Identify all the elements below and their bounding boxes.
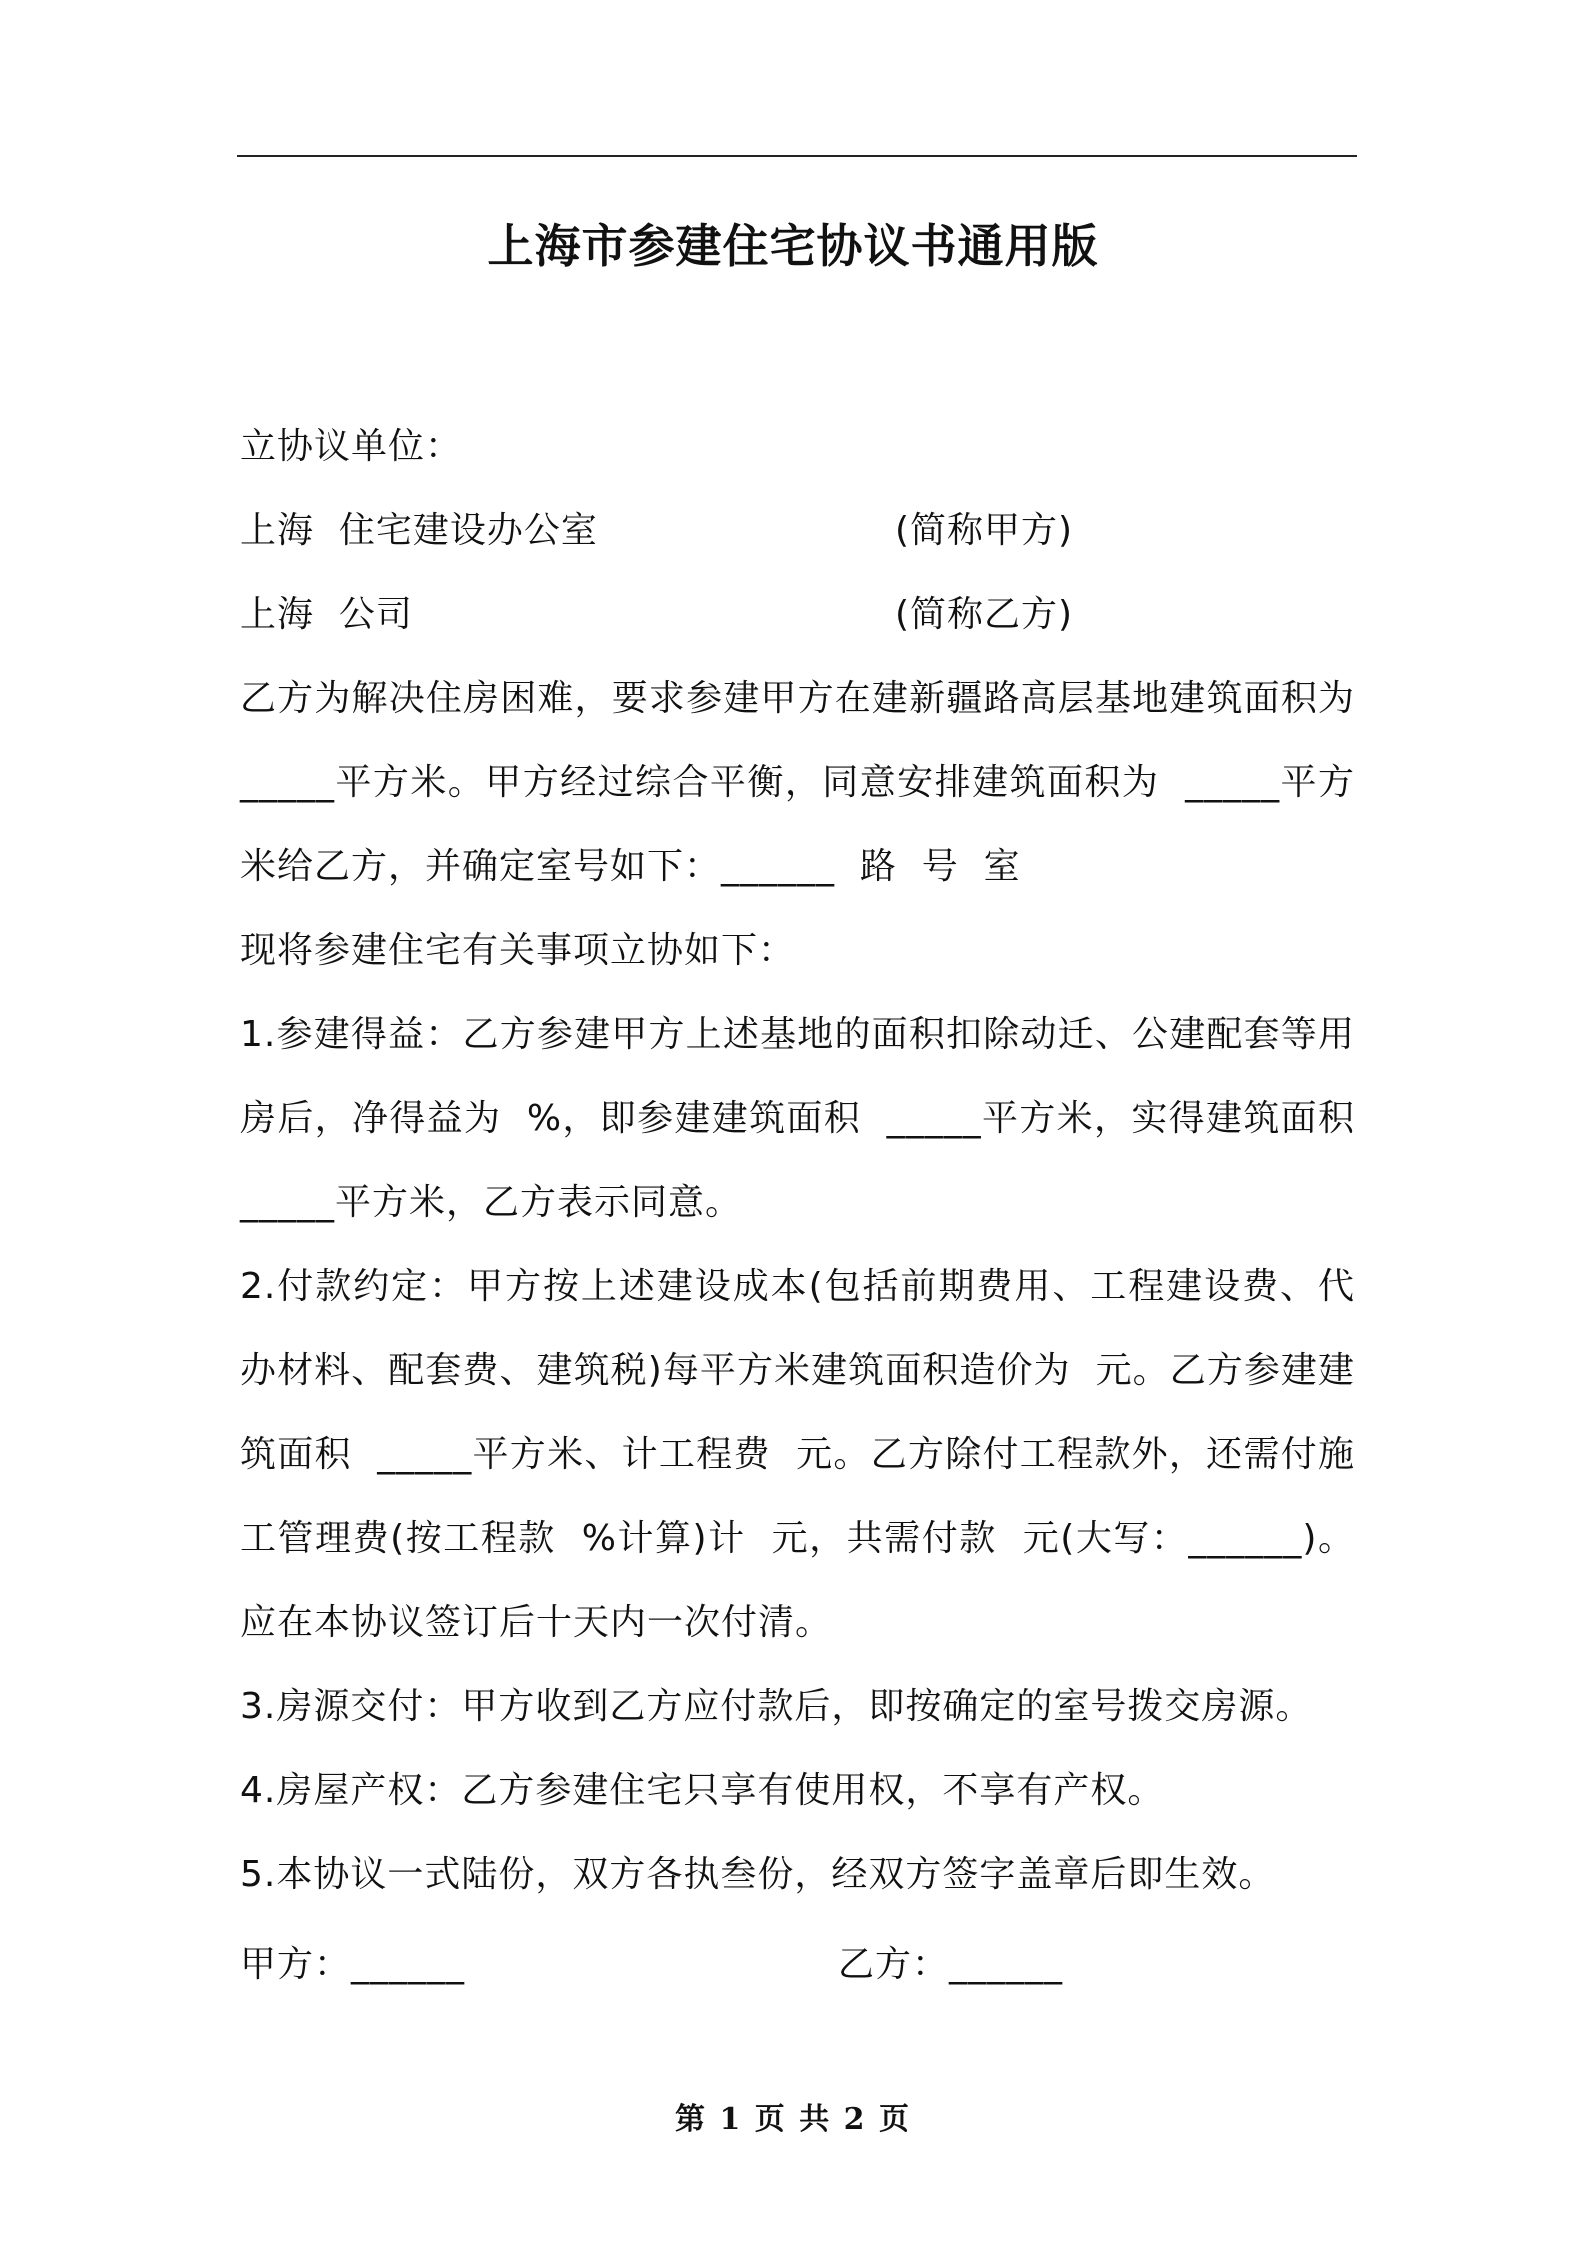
party-a-abbr: (简称甲方) [895,510,1074,551]
clause-2-line: 工管理费(按工程款 %计算)计 元，共需付款 元(大写：______)。 [240,1518,1355,1559]
clause-2-line: 办材料、配套费、建筑税)每平方米建筑面积造价为 元。乙方参建建 [240,1350,1355,1391]
clause-1-line: _____平方米，乙方表示同意。 [240,1182,743,1223]
clause-5: 5.本协议一式陆份，双方各执叁份，经双方签字盖章后即生效。 [240,1854,1276,1895]
clause-2-line: 筑面积 _____平方米、计工程费 元。乙方除付工程款外，还需付施 [240,1434,1355,1475]
signature-party-a: 甲方：______ [240,1944,466,1985]
signature-party-b: 乙方：______ [838,1944,1064,1985]
matters-intro: 现将参建住宅有关事项立协如下： [240,930,796,971]
party-a-row [240,489,1355,573]
header-rule [237,155,1357,157]
party-a-name: 上海 住宅建设办公室 [240,510,598,551]
party-b-row [240,573,1355,657]
page-indicator: 第 1 页 共 2 页 [675,2102,911,2137]
preamble-line: 乙方为解决住房困难，要求参建甲方在建新疆路高层基地建筑面积为 [240,678,1355,719]
document-title: 上海市参建住宅协议书通用版 [487,219,1099,273]
party-b-abbr: (简称乙方) [895,594,1074,635]
clause-3: 3.房源交付：甲方收到乙方应付款后，即按确定的室号拨交房源。 [240,1686,1313,1727]
preamble-line: _____平方米。甲方经过综合平衡，同意安排建筑面积为 _____平方 [240,762,1355,803]
clause-1-line: 1.参建得益：乙方参建甲方上述基地的面积扣除动迁、公建配套等用 [240,1014,1355,1055]
signature-row [240,1923,1355,2007]
intro-label: 立协议单位： [240,426,463,467]
clause-4: 4.房屋产权：乙方参建住宅只享有使用权，不享有产权。 [240,1770,1165,1811]
preamble-line: 米给乙方，并确定室号如下：______ 路 号 室 [240,846,1021,887]
clause-2-line: 应在本协议签订后十天内一次付清。 [240,1602,833,1643]
clause-2-line: 2.付款约定：甲方按上述建设成本(包括前期费用、工程建设费、代 [240,1266,1355,1307]
clause-1-line: 房后，净得益为 %，即参建建筑面积 _____平方米，实得建筑面积 [240,1098,1355,1139]
document-body [240,405,1355,2007]
party-b-name: 上海 公司 [240,594,413,635]
